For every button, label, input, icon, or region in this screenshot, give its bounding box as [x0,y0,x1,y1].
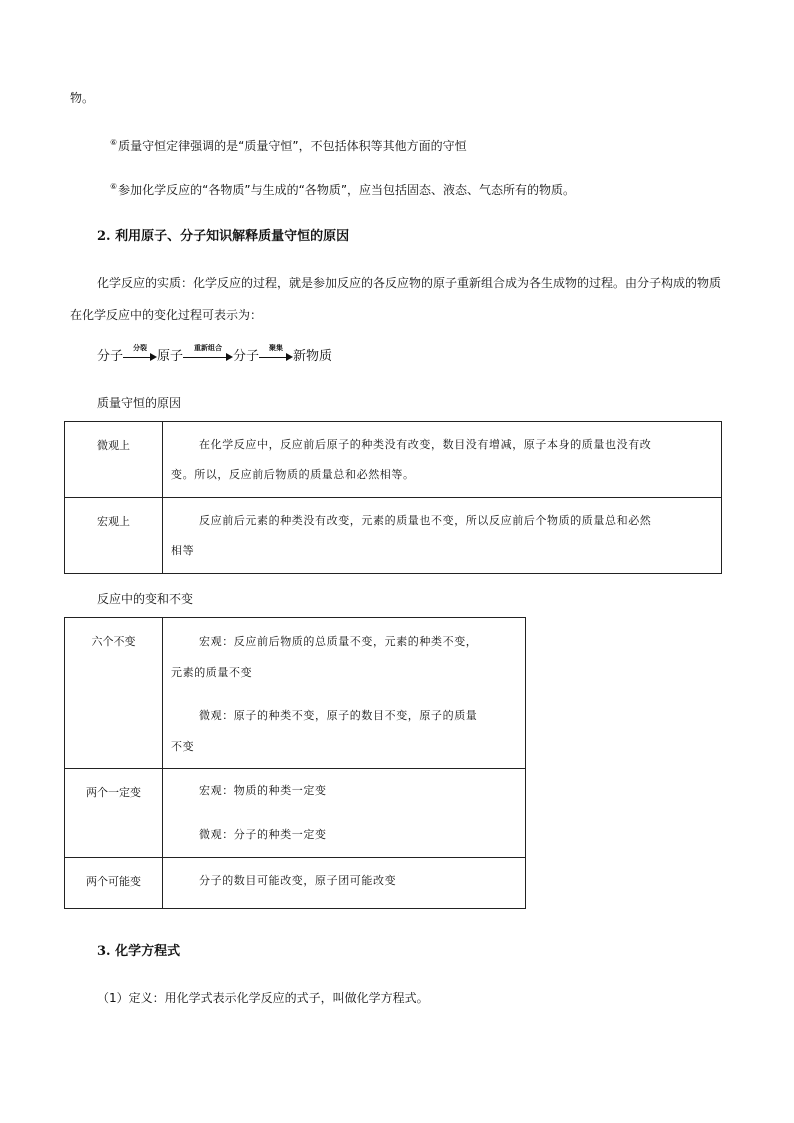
process-step-new-substance: 新物质 [293,349,333,364]
table-row [65,769,526,858]
section-2-paragraph-line1: 化学反应的实质：化学反应的过程，就是参加反应的各反应物的原子重新组合成为各生成物的过程。由分子构成的物质 [97,276,722,290]
row-label: 两个一定变 [86,786,141,799]
section-3-heading: 3. 化学方程式 [97,944,181,959]
table2-caption: 反应中的变和不变 [97,592,194,606]
row-content: 在化学反应中，反应前后原子的种类没有改变，数目没有增减，原子本身的质量也没有改 变。所以，反应前后物质的质量总和必然相等。 [171,438,652,481]
row-label: 六个不变 [91,635,136,648]
row-label: 两个可能变 [86,875,141,888]
row-label: 宏观上 [97,515,130,528]
row-content: 反应前后元素的种类没有改变，元素的质量也不变，所以反应前后个物质的质量总和必然 相等 [171,514,652,557]
process-step-atom: 原子 [157,349,184,364]
note-marker: ⑥ [110,182,118,191]
arrow-icon: 重新组合 [183,349,233,365]
process-step-molecule: 分子 [97,349,124,364]
process-diagram [97,344,333,365]
note-marker: ⑥ [110,138,118,147]
note-mass-only: ⑥质量守恒定律强调的是“质量守恒”，不包括体积等其他方面的守恒 [110,138,467,153]
table-row [65,858,526,909]
definition-text: （1）定义：用化学式表示化学反应的式子，叫做化学方程式。 [97,991,429,1005]
row-content: 宏观：物质的种类一定变 微观：分子的种类一定变 [199,784,327,841]
mass-conservation-table [64,421,722,574]
arrow-icon: 聚集 [259,349,293,365]
row-content: 分子的数目可能改变，原子团可能改变 [199,874,397,887]
table-row [65,618,526,769]
row-label: 微观上 [97,439,130,452]
section-2-paragraph-line2: 在化学反应中的变化过程可表示为： [70,308,263,322]
changes-table [64,617,526,909]
section-2-heading: 2. 利用原子、分子知识解释质量守恒的原因 [97,229,350,244]
table1-caption: 质量守恒的原因 [97,396,182,410]
row-content: 宏观：反应前后物质的总质量不变，元素的种类不变， 元素的质量不变 微观：原子的种类不变，原子的数目不变，原子的质量 不变 [171,635,478,753]
process-step-molecule: 分子 [233,349,260,364]
note-all-substances: ⑥参加化学反应的“各物质”与生成的“各物质”，应当包括固态、液态、气态所有的物质。 [110,182,576,197]
continued-text: 物。 [70,91,95,105]
table-row [65,422,722,498]
table-row [65,498,722,574]
arrow-icon: 分裂 [123,349,157,365]
